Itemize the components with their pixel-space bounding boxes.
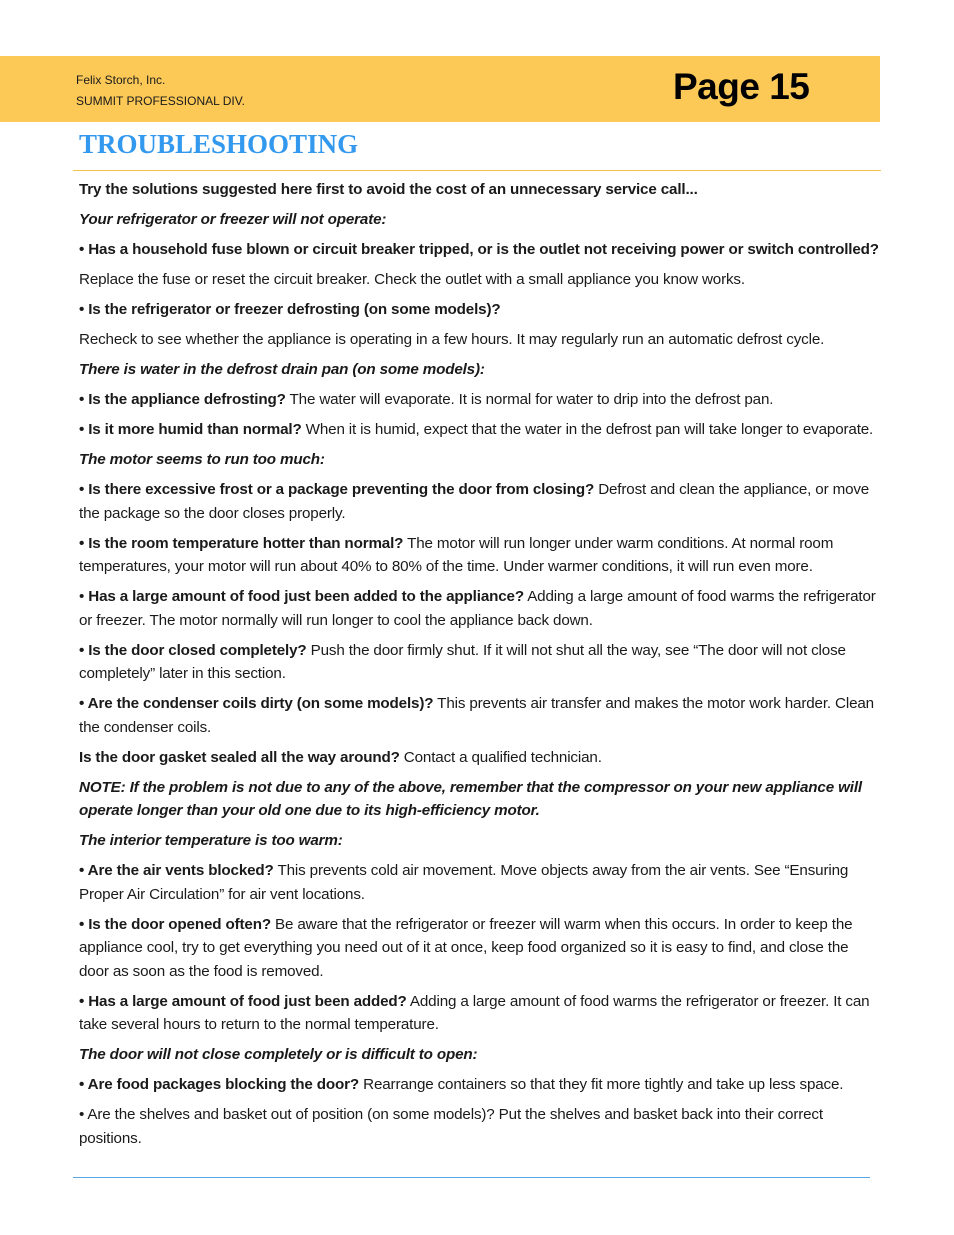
question-defrosting: • Is the refrigerator or freezer defrosting (on some models)? [79,301,501,318]
item-room-temp: • Is the room temperature hotter than normal? The motor will run longer under warm conditions. At normal room temperatures, your motor will run about 40% to 80% of the time. Under warmer conditions, it will run even more. [79,534,834,575]
troubleshooting-content [79,178,881,1157]
page-number: Page 15 [673,66,810,107]
item-condenser-coils: • Are the condenser coils dirty (on some models)? This prevents air transfer and makes the motor work harder. Clean the condenser coils. [79,695,874,736]
title-divider [73,170,881,171]
item-humid: • Is it more humid than normal? When it is humid, expect that the water in the defrost pan will take longer to evaporate. [79,421,874,438]
answer-fuse: Replace the fuse or reset the circuit breaker. Check the outlet with a small appliance you know works. [79,271,745,288]
item-air-vents: • Are the air vents blocked? This prevents cold air movement. Move objects away from the air vents. See “Ensuring Proper Air Circulation” for air vent locations. [79,862,849,903]
company-name: Felix Storch, Inc. [76,73,166,87]
item-door-closed: • Is the door closed completely? Push the door firmly shut. If it will not shut all the way, see “The door will not close completely” later in this section. [79,641,846,682]
note-paragraph: NOTE: If the problem is not due to any of the above, remember that the compressor on your new appliance will operate longer than your old one due to its high-efficiency motor. [79,778,862,819]
item-food-added: • Has a large amount of food just been added to the appliance? Adding a large amount of food warms the refrigerator or freezer. The motor normally will run longer to cool the appliance back down. [79,588,876,629]
section-title: TROUBLESHOOTING [79,129,359,159]
item-shelves: • Are the shelves and basket out of position (on some models)? Put the shelves and basket back into their correct positions. [79,1106,823,1147]
subheading-motor: The motor seems to run too much: [79,451,325,468]
subheading-door-close: The door will not close completely or is difficult to open: [79,1046,478,1063]
footer-divider [73,1177,870,1178]
question-fuse: • Has a household fuse blown or circuit breaker tripped, or is the outlet not receiving power or switch controlled? [79,241,879,258]
subheading-too-warm: The interior temperature is too warm: [79,832,343,849]
company-division: SUMMIT PROFESSIONAL DIV. [76,94,245,108]
item-door-opened: • Is the door opened often? Be aware that the refrigerator or freezer will warm when this occurs. In order to keep the appliance cool, try to get everything you need out of it at once, keep food organized so it is easy to find, and close the door as soon as the food is removed. [79,915,853,980]
item-large-food: • Has a large amount of food just been added? Adding a large amount of food warms the refrigerator or freezer. It can take several hours to return to the normal temperature. [79,992,870,1033]
subheading-not-operate: Your refrigerator or freezer will not operate: [79,211,387,228]
company-info [76,70,245,112]
subheading-water-pan: There is water in the defrost drain pan (on some models): [79,361,485,378]
item-frost: • Is there excessive frost or a package preventing the door from closing? Defrost and clean the appliance, or move the package so the door closes properly. [79,481,870,522]
item-door-gasket: Is the door gasket sealed all the way around? Contact a qualified technician. [79,748,602,766]
intro-paragraph: Try the solutions suggested here first to avoid the cost of an unnecessary service call... [79,181,698,198]
item-appliance-defrosting: • Is the appliance defrosting? The water will evaporate. It is normal for water to drip into the defrost pan. [79,391,774,408]
item-food-packages: • Are food packages blocking the door? Rearrange containers so that they fit more tightly and take up less space. [79,1076,844,1093]
answer-defrosting: Recheck to see whether the appliance is operating in a few hours. It may regularly run an automatic defrost cycle. [79,331,825,348]
